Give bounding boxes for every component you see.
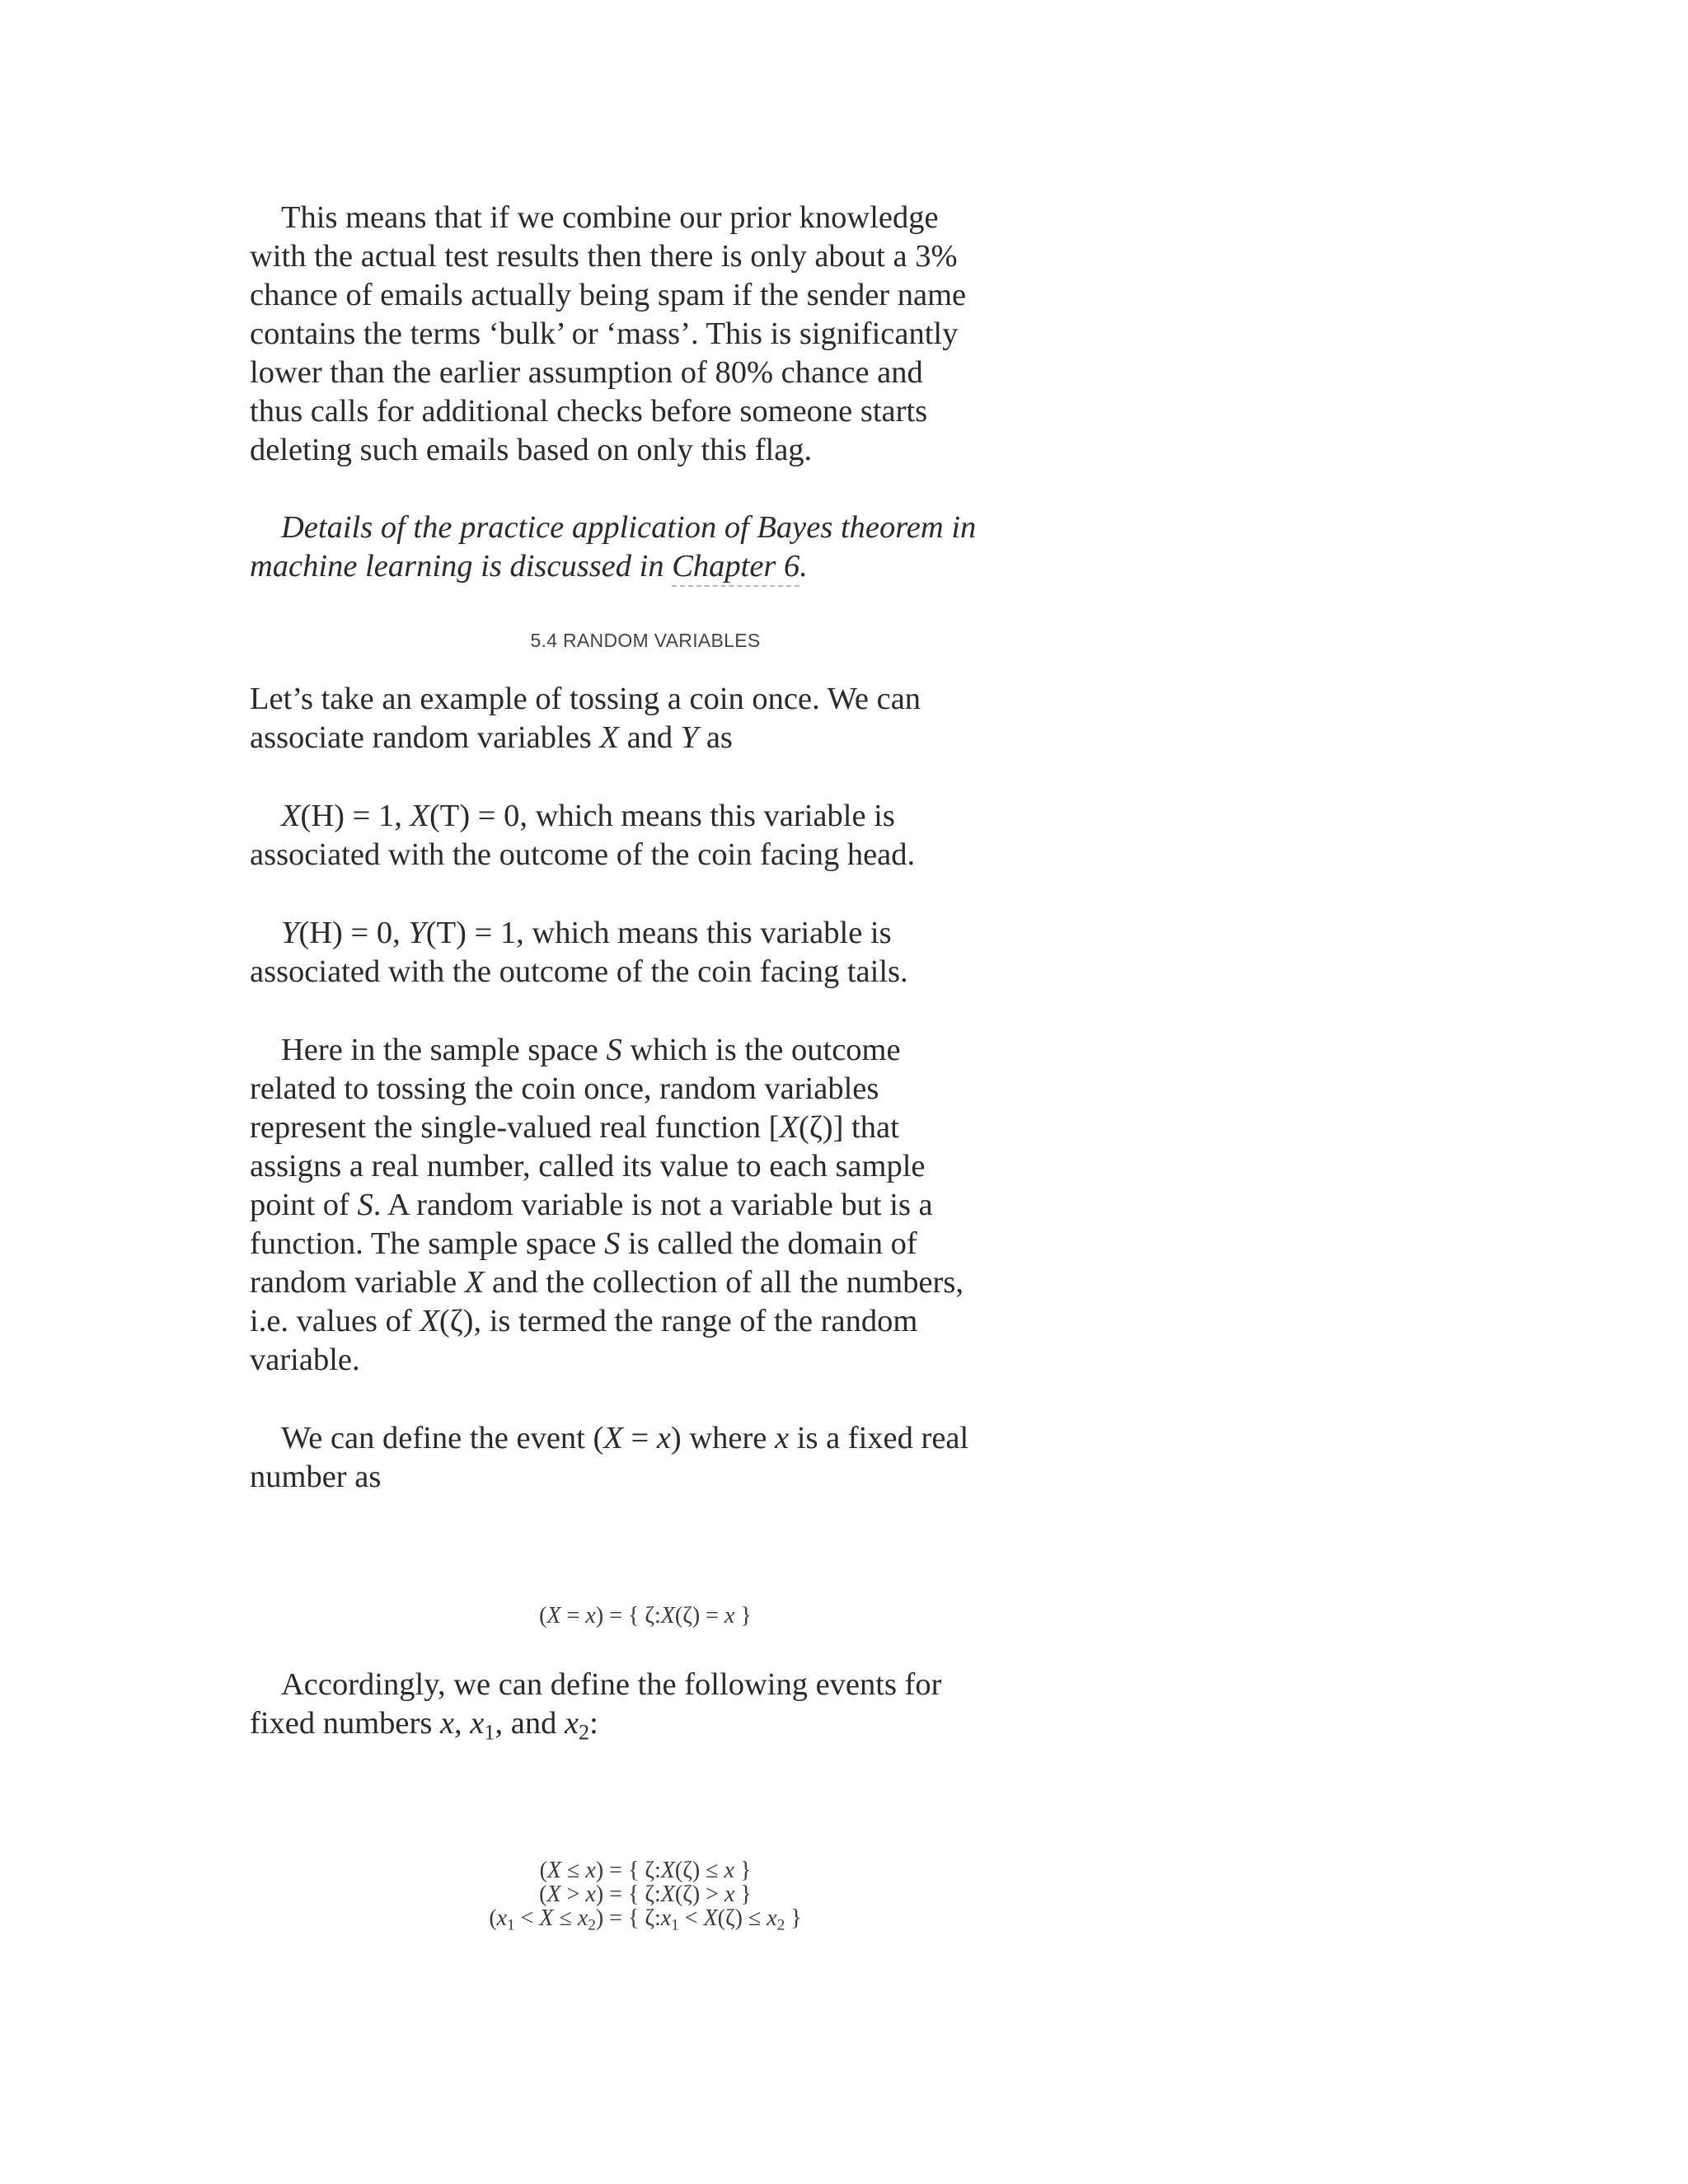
paragraph-variable-x: X(H) = 1, X(T) = 0, which means this variable is associated with the outcome of the coin facing head. [250, 799, 916, 872]
text-line: thus calls for additional checks before someone starts [250, 394, 928, 429]
paragraph-coin-example: Let’s take an example of tossing a coin once. We can associate random variables X and Y as [250, 682, 921, 755]
equation-line: (X > x) = { ζ:X(ζ) > x } [539, 1882, 752, 1907]
text-line: Details of the practice application of Bayes theorem in [281, 510, 977, 545]
text-line: This means that if we combine our prior knowledge [281, 200, 939, 235]
chapter-6-link[interactable]: Chapter 6 [672, 549, 799, 587]
paragraph-chapter-reference: Details of the practice application of Bayes theorem in machine learning is discussed in Chapter 6. [250, 509, 1041, 586]
text-line: chance of emails actually being spam if the sender name [250, 278, 967, 312]
event-equation [250, 1604, 1041, 1628]
equation-line: (X = x) = { ζ:X(ζ) = x } [539, 1603, 752, 1629]
text-line: associated with the outcome of the coin facing head. [250, 837, 916, 872]
equation-line: $(x_1 < X \le x_2)$ = { $\zeta:x_1 < X(\zeta) \le x_2$ } [489, 1905, 802, 1934]
paragraph-bayes-result [250, 199, 1041, 470]
text-line: Let’s take an example of tossing a coin once. We can [250, 682, 921, 716]
text-line: deleting such emails based on only this flag. [250, 433, 813, 467]
text-line: associated with the outcome of the coin facing tails. [250, 954, 908, 989]
text-line: lower than the earlier assumption of 80% chance and [250, 355, 923, 390]
text-line: with the actual test results then there is only about a 3% [250, 239, 958, 274]
text-line: contains the terms ‘bulk’ or ‘mass’. This is significantly [250, 316, 959, 351]
equation-line: (X ≤ x) = { ζ:X(ζ) ≤ x } [539, 1858, 752, 1883]
paragraph-variable-y: Y(H) = 0, Y(T) = 1, which means this variable is associated with the outcome of the coin facing tails. [250, 916, 908, 989]
section-heading: 5.4 RANDOM VARIABLES [530, 630, 761, 651]
text-line: machine learning is discussed in [250, 549, 673, 583]
paragraph-define-event: We can define the event (X = x) where x is a fixed real number as [250, 1421, 969, 1494]
event-equations-block [250, 1858, 1041, 1934]
paragraph-following-events: Accordingly, we can define the following events for fixed numbers x, $x_1$, and $x_2$: [250, 1667, 942, 1745]
paragraph-sample-space: Here in the sample space S which is the outcome related to tossing the coin once, random variables represent the single-valued real function [X(ζ)] that assigns a real number, called its value to each sample point of S. A random variable is not a variable but is a function. The sample space S is called the domain of random variable X and the collection of all the numbers, i.e. values of X(ζ), is termed the range of the random variable. [250, 1033, 964, 1377]
